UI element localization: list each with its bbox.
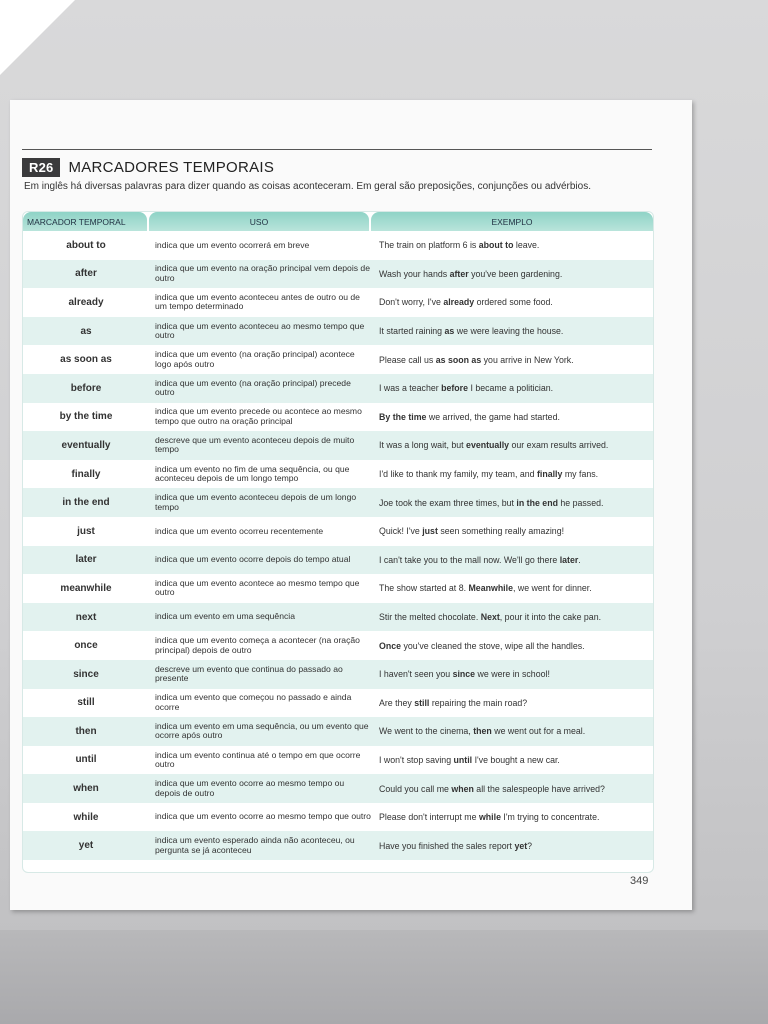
use-cell: indica que um evento ocorrerá em breve <box>155 239 310 250</box>
example-text: Please call us <box>379 354 436 365</box>
marker-cell: yet <box>78 840 94 852</box>
example-text: leave. <box>513 240 540 251</box>
page-number: 349 <box>630 875 649 887</box>
example-text: The train on platform 6 is <box>379 240 479 251</box>
example-cell <box>371 355 653 365</box>
example-keyword: still <box>414 697 430 708</box>
use-cell: indica que um evento acontece ao mesmo tempo que outro <box>155 578 360 598</box>
table-row <box>23 831 653 860</box>
example-text: you've cleaned the stove, wipe all the handles. <box>401 640 585 651</box>
example-text: my fans. <box>562 469 599 480</box>
table-row <box>23 631 653 660</box>
use-cell: indica que um evento ocorre ao mesmo tempo ou depois de outro <box>155 778 345 798</box>
example-keyword: just <box>422 526 438 537</box>
example-keyword: already <box>443 297 475 308</box>
section-header <box>22 155 274 179</box>
example-cell <box>371 555 653 565</box>
header-use: USO <box>149 212 369 231</box>
use-cell: indica que um evento aconteceu depois de um longo tempo <box>155 492 357 512</box>
table-row <box>23 260 653 289</box>
example-text: Joe took the exam three times, but <box>379 497 517 508</box>
example-text: we were in school! <box>475 669 550 680</box>
marker-cell: just <box>77 525 95 537</box>
example-cell <box>371 240 653 250</box>
use-cell: indica que um evento começa a acontecer (na oração principal) depois de outro <box>155 635 360 655</box>
example-keyword: as <box>444 326 455 337</box>
time-markers-table <box>22 211 654 873</box>
example-cell <box>371 469 653 479</box>
marker-cell: until <box>75 754 97 766</box>
table-row <box>23 746 653 775</box>
example-text: our exam results arrived. <box>509 440 609 451</box>
example-text: Don't worry, I've <box>379 297 444 308</box>
use-cell: indica um evento no fim de uma sequência, ou que aconteceu depois de um longo tempo <box>155 463 350 484</box>
example-text: , pour it into the cake pan. <box>499 612 602 623</box>
table-header <box>23 212 653 231</box>
use-cell: indica um evento continua até o tempo em que ocorre outro <box>155 749 361 769</box>
table-row <box>23 403 653 432</box>
use-cell: indica que um evento ocorreu recentemente <box>155 525 324 536</box>
example-text: ordered some food. <box>474 297 553 308</box>
example-keyword: yet <box>514 840 528 851</box>
table-row <box>23 374 653 403</box>
example-text: . <box>578 554 581 565</box>
example-keyword: before <box>441 383 468 394</box>
example-text: , we went for dinner. <box>512 583 592 594</box>
example-keyword: since <box>452 669 476 680</box>
example-text: seen something really amazing! <box>437 526 565 537</box>
example-cell <box>371 583 653 593</box>
table-row <box>23 488 653 517</box>
example-text: Stir the melted chocolate. <box>379 612 481 623</box>
example-text: we were leaving the house. <box>454 326 564 337</box>
use-cell: descreve que um evento aconteceu depois de muito tempo <box>155 435 355 455</box>
header-marker: MARCADOR TEMPORAL <box>23 212 147 231</box>
example-text: we went out for a meal. <box>491 726 586 737</box>
example-text: Please don't interrupt me <box>379 812 479 823</box>
table-row <box>23 603 653 632</box>
example-cell <box>371 297 653 307</box>
table-row <box>23 717 653 746</box>
example-text: The show started at 8. <box>379 583 469 594</box>
book-page <box>10 100 692 910</box>
table-row <box>23 546 653 575</box>
example-keyword: Next <box>480 612 500 623</box>
example-text: we arrived, the game had started. <box>426 411 560 422</box>
marker-cell: in the end <box>62 497 110 509</box>
example-text: I was a teacher <box>379 383 442 394</box>
marker-cell: as soon as <box>60 354 112 366</box>
marker-cell: already <box>68 296 104 308</box>
section-tag: R26 <box>22 158 60 177</box>
example-text: I've bought a new car. <box>472 754 560 765</box>
example-keyword: finally <box>536 469 563 480</box>
table-row <box>23 345 653 374</box>
example-keyword: about to <box>478 240 514 251</box>
example-text: We went to the cinema, <box>379 726 474 737</box>
use-cell: indica que um evento ocorre ao mesmo tempo que outro <box>155 811 371 822</box>
example-cell <box>371 326 653 336</box>
example-text: he passed. <box>557 497 604 508</box>
example-cell <box>371 698 653 708</box>
example-keyword: later <box>559 554 579 565</box>
marker-cell: once <box>74 640 98 652</box>
marker-cell: still <box>77 697 95 709</box>
example-cell <box>371 726 653 736</box>
example-text: I haven't seen you <box>379 669 453 680</box>
table-row <box>23 231 653 260</box>
example-cell <box>371 784 653 794</box>
example-cell <box>371 440 653 450</box>
example-text: I'm trying to concentrate. <box>500 812 600 823</box>
marker-cell: then <box>75 725 97 737</box>
use-cell: indica que um evento precede ou acontece ao mesmo tempo que outro na oração principal <box>155 406 362 426</box>
scan-bottom-shadow <box>0 930 768 1024</box>
use-cell: indica que um evento ocorre depois do tempo atual <box>155 554 351 565</box>
use-cell: indica que um evento (na oração principal) acontece logo após outro <box>155 349 355 369</box>
use-cell: indica um evento que começou no passado e ainda ocorre <box>155 692 352 712</box>
top-rule <box>22 149 652 150</box>
example-text: I can't take you to the mall now. We'll go there <box>379 554 560 565</box>
section-title: MARCADORES TEMPORAIS <box>68 158 275 176</box>
example-text: you've been gardening. <box>468 268 563 279</box>
use-cell: descreve um evento que continua do passado ao presente <box>155 663 343 684</box>
marker-cell: about to <box>66 239 106 251</box>
example-keyword: as soon as <box>435 354 482 365</box>
table-row <box>23 689 653 718</box>
example-cell <box>371 498 653 508</box>
example-cell <box>371 812 653 822</box>
example-cell <box>371 412 653 422</box>
example-text: I became a politician. <box>468 383 554 394</box>
use-cell: indica que um evento (na oração principal) precede outro <box>155 377 351 398</box>
table-row <box>23 288 653 317</box>
example-cell <box>371 841 653 851</box>
table-row <box>23 431 653 460</box>
example-text: Quick! I've <box>379 526 423 537</box>
example-keyword: eventually <box>466 440 510 451</box>
example-text: I won't stop saving <box>379 754 454 765</box>
marker-cell: after <box>75 268 97 280</box>
example-text: Could you call me <box>379 783 452 794</box>
use-cell: indica um evento em uma sequência <box>155 611 295 622</box>
example-cell <box>371 526 653 536</box>
example-text: ? <box>527 840 533 851</box>
example-keyword: Meanwhile <box>468 583 513 594</box>
marker-cell: meanwhile <box>60 582 112 594</box>
example-cell <box>371 269 653 279</box>
table-row <box>23 660 653 689</box>
example-keyword: when <box>451 783 474 794</box>
example-text: Are they <box>379 697 415 708</box>
example-keyword: until <box>453 754 473 765</box>
example-cell <box>371 641 653 651</box>
example-cell <box>371 612 653 622</box>
example-text: repairing the main road? <box>429 697 528 708</box>
table-row <box>23 317 653 346</box>
example-text: It started raining <box>379 326 445 337</box>
example-cell <box>371 755 653 765</box>
table-row <box>23 517 653 546</box>
example-keyword: By the time <box>379 411 427 422</box>
use-cell: indica um evento esperado ainda não aconteceu, ou pergunta se já aconteceu <box>155 835 355 855</box>
header-example: EXEMPLO <box>371 212 653 231</box>
marker-cell: since <box>73 668 99 680</box>
table-row <box>23 460 653 489</box>
example-text: Have you finished the sales report <box>379 840 515 851</box>
marker-cell: before <box>70 382 102 394</box>
use-cell: indica que um evento aconteceu ao mesmo tempo que outro <box>155 320 365 341</box>
use-cell: indica que um evento aconteceu antes de outro ou de um tempo determinado <box>155 292 360 312</box>
table-row <box>23 574 653 603</box>
marker-cell: eventually <box>61 439 111 451</box>
example-cell <box>371 383 653 393</box>
example-text: I'd like to thank my family, my team, and <box>379 469 537 480</box>
marker-cell: next <box>75 611 97 623</box>
example-keyword: then <box>473 726 492 737</box>
marker-cell: by the time <box>59 411 113 423</box>
marker-cell: finally <box>71 468 101 480</box>
example-cell <box>371 669 653 679</box>
marker-cell: when <box>73 783 99 795</box>
example-text: Wash your hands <box>379 268 450 279</box>
marker-cell: while <box>73 811 99 823</box>
section-intro: Em inglês há diversas palavras para dizer quando as coisas aconteceram. Em geral são preposições, conjunções ou advérbios. <box>24 181 591 192</box>
marker-cell: later <box>75 554 97 566</box>
folded-corner <box>0 0 75 75</box>
use-cell: indica um evento em uma sequência, ou um evento que ocorre após outro <box>155 720 369 741</box>
table-row <box>23 803 653 832</box>
example-keyword: Once <box>379 640 402 651</box>
example-text: all the salespeople have arrived? <box>473 783 605 794</box>
example-text: you arrive in New York. <box>481 354 574 365</box>
table-row <box>23 774 653 803</box>
table-body <box>23 231 653 860</box>
use-cell: indica que um evento na oração principal vem depois de outro <box>155 263 370 283</box>
example-text: It was a long wait, but <box>379 440 467 451</box>
example-keyword: while <box>478 812 501 823</box>
marker-cell: as <box>80 325 92 337</box>
example-keyword: after <box>449 268 469 279</box>
example-keyword: in the end <box>516 497 558 508</box>
